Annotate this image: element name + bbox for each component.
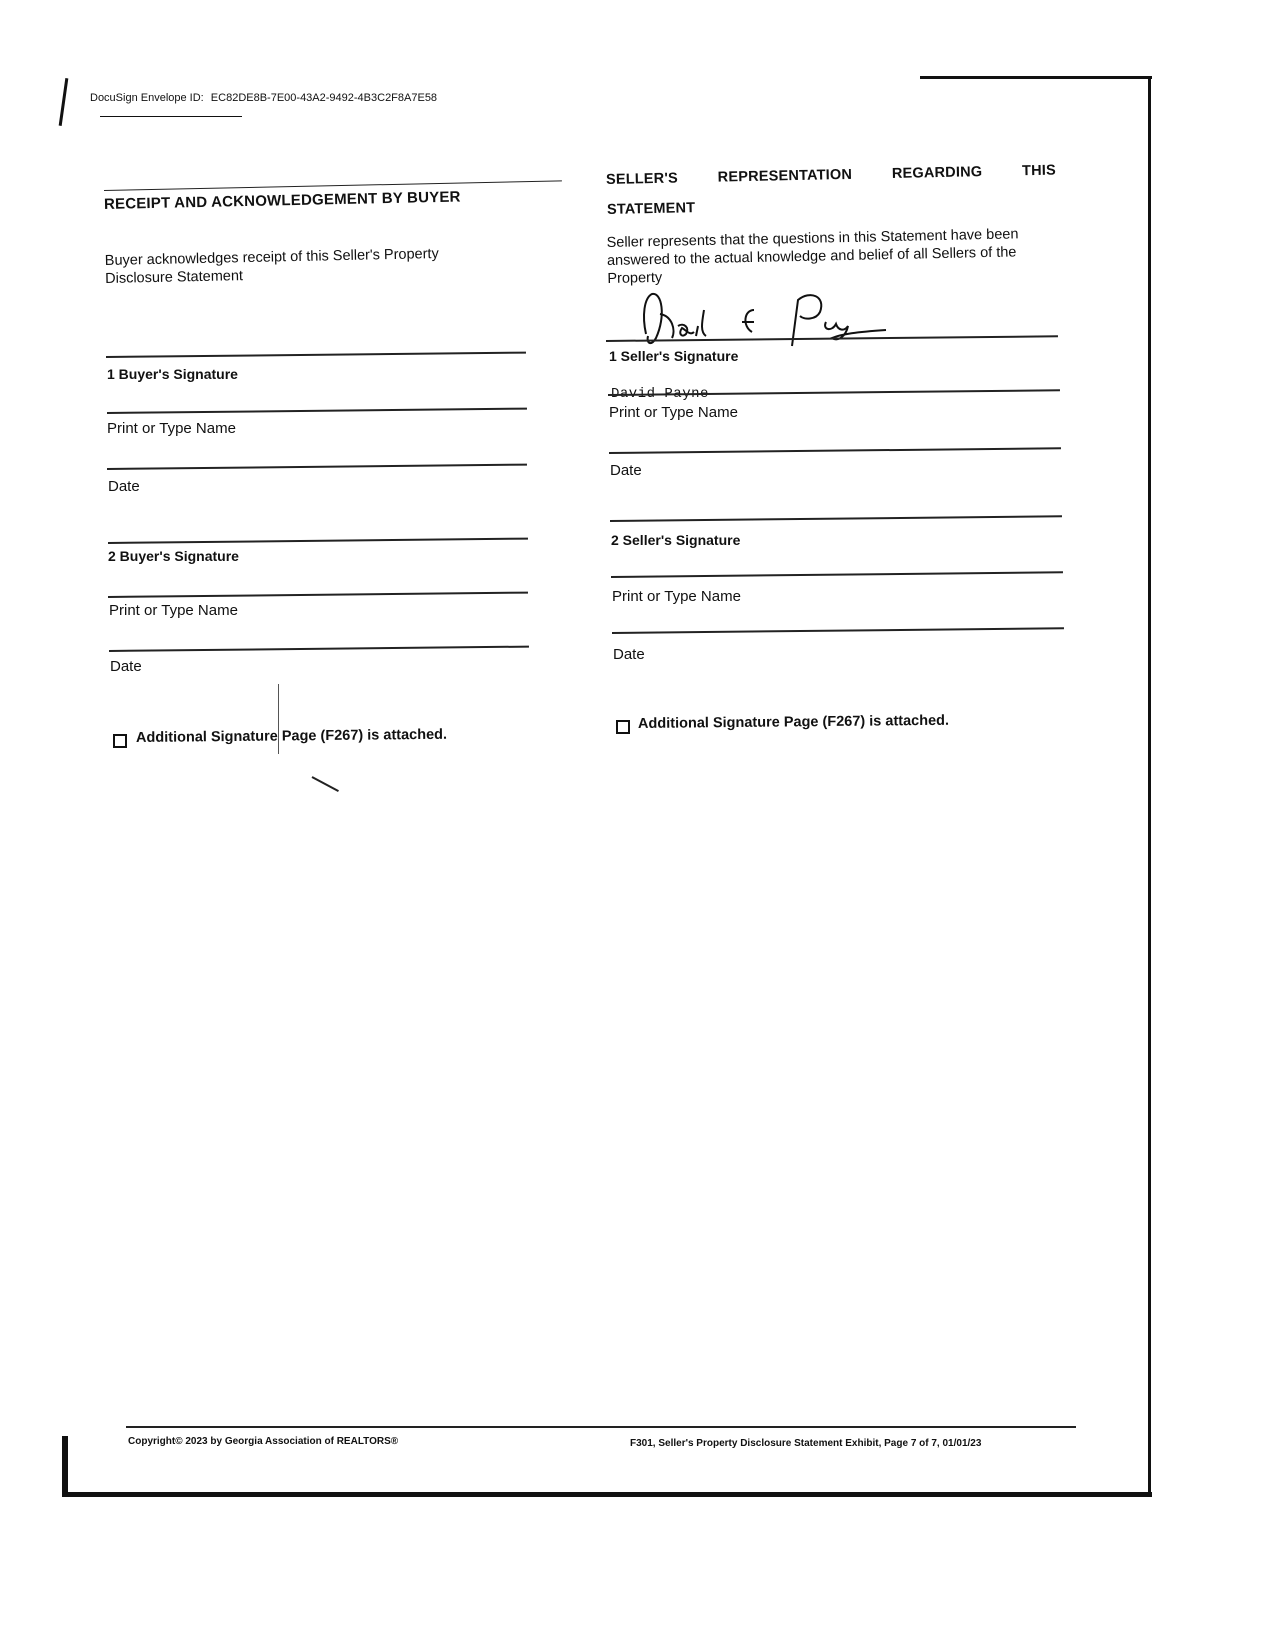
buyer-heading-rule — [104, 180, 562, 191]
footer-copyright: Copyright© 2023 by Georgia Association of REALTORS® — [128, 1436, 399, 1447]
seller-heading-line1: SELLER'S REPRESENTATION REGARDING THIS — [605, 162, 1057, 188]
buyer-additional-checkbox[interactable] — [113, 734, 127, 748]
buyer-date2-label: Date — [110, 658, 142, 675]
header-bracket — [100, 116, 242, 117]
buyer-text: Buyer acknowledges receipt of this Seller's Property Disclosure Statement — [104, 246, 439, 287]
envelope-label: DocuSign Envelope ID: — [90, 92, 204, 104]
seller-additional-label: Additional Signature Page (F267) is attached. — [637, 712, 950, 732]
seller-date1-label: Date — [610, 462, 642, 479]
buyer-heading: RECEIPT AND ACKNOWLEDGEMENT BY BUYER — [103, 188, 461, 213]
seller-date2-label: Date — [613, 646, 645, 663]
seller-additional-checkbox[interactable] — [616, 720, 630, 734]
buyer-print2-line[interactable] — [108, 592, 528, 598]
seller-print2-label: Print or Type Name — [612, 588, 741, 605]
buyer-sig2-label: 2 Buyer's Signature — [108, 548, 239, 564]
seller-signature-drawing — [632, 286, 892, 356]
seller-sig1-label: 1 Seller's Signature — [609, 348, 739, 364]
seller-print1-label: Print or Type Name — [609, 404, 738, 421]
buyer-date2-line[interactable] — [109, 646, 529, 652]
seller-date1-line[interactable] — [609, 447, 1061, 454]
scan-border-top — [920, 76, 1152, 79]
seller-date2-line[interactable] — [612, 627, 1064, 634]
seller-sig2-line[interactable] — [610, 515, 1062, 522]
envelope-id: EC82DE8B-7E00-43A2-9492-4B3C2F8A7E58 — [210, 92, 438, 104]
scan-border-left — [62, 1436, 68, 1496]
seller-heading-line2: STATEMENT — [606, 200, 696, 218]
buyer-date1-line[interactable] — [107, 464, 527, 470]
buyer-print1-line[interactable] — [107, 408, 527, 414]
scan-border-bottom — [62, 1492, 1152, 1497]
seller-sig2-label: 2 Seller's Signature — [611, 532, 741, 548]
seller-text: Seller represents that the questions in this Statement have been answered to the actual knowledge and belief of all Sellers of the Property — [606, 226, 1019, 287]
footer-form-id: F301, Seller's Property Disclosure Statement Exhibit, Page 7 of 7, 01/01/23 — [630, 1438, 982, 1449]
buyer-sig1-label: 1 Buyer's Signature — [107, 366, 238, 382]
scan-mark-top-left — [59, 78, 69, 126]
buyer-sig1-line[interactable] — [106, 352, 526, 358]
buyer-print1-label: Print or Type Name — [107, 420, 236, 437]
seller-printed-name: David Payne — [611, 386, 709, 402]
buyer-print2-label: Print or Type Name — [109, 602, 238, 619]
seller-print2-line[interactable] — [611, 571, 1063, 578]
buyer-sig2-line[interactable] — [108, 538, 528, 544]
scan-border-right — [1148, 76, 1151, 1496]
scan-mark-dash — [312, 776, 339, 792]
scan-mark-stroke — [278, 684, 279, 754]
docusign-header — [90, 92, 437, 104]
buyer-additional-label: Additional Signature Page (F267) is attached. — [135, 726, 448, 746]
footer-rule — [126, 1426, 1076, 1428]
buyer-date1-label: Date — [108, 478, 140, 495]
